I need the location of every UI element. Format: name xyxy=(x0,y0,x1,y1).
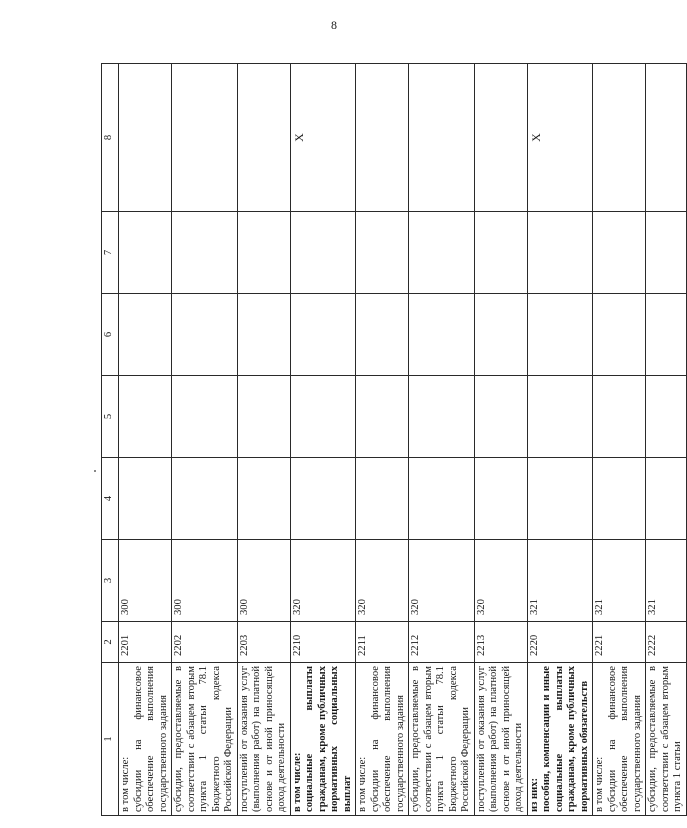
table-header-row xyxy=(102,64,119,816)
page-number: 8 xyxy=(331,18,337,32)
table-row xyxy=(409,64,475,816)
scan-speck xyxy=(94,470,96,472)
cell-col-6 xyxy=(356,294,409,376)
column-header-8: 8 xyxy=(102,64,119,212)
row-description xyxy=(119,663,172,816)
description-line: социальные выплаты гражданам, кроме публичных нормативных социальных выплат xyxy=(304,666,353,812)
table-row xyxy=(646,64,687,816)
cell-col-6 xyxy=(593,294,646,376)
cell-col-5 xyxy=(474,376,527,458)
cell-col-8 xyxy=(119,64,172,212)
cell-col-6 xyxy=(119,294,172,376)
table-row xyxy=(290,64,356,816)
cell-col-6 xyxy=(409,294,475,376)
cell-col-7 xyxy=(409,212,475,294)
cell-col-6 xyxy=(237,294,290,376)
cell-col-7 xyxy=(527,212,593,294)
row-kbk-code: 321 xyxy=(527,540,593,622)
table-row xyxy=(172,64,238,816)
cell-col-6 xyxy=(290,294,356,376)
description-line: в том числе: xyxy=(291,752,303,812)
cell-col-8 xyxy=(593,64,646,212)
column-header-2: 2 xyxy=(102,622,119,663)
cell-col-7 xyxy=(237,212,290,294)
row-kbk-code: 320 xyxy=(290,540,356,622)
cell-col-6 xyxy=(474,294,527,376)
cell-col-7 xyxy=(646,212,687,294)
cell-col-5 xyxy=(119,376,172,458)
column-header-5: 5 xyxy=(102,376,119,458)
cell-col-7 xyxy=(474,212,527,294)
cell-col-5 xyxy=(290,376,356,458)
row-kbk-code: 321 xyxy=(593,540,646,622)
cell-col-8 xyxy=(172,64,238,212)
cell-col-4 xyxy=(593,458,646,540)
cell-col-7 xyxy=(290,212,356,294)
description-line: из них: xyxy=(528,777,540,812)
row-code: 2201 xyxy=(119,622,172,663)
cell-col-4 xyxy=(290,458,356,540)
row-code: 2203 xyxy=(237,622,290,663)
row-kbk-code: 321 xyxy=(646,540,687,622)
cell-col-7 xyxy=(356,212,409,294)
row-kbk-code: 300 xyxy=(119,540,172,622)
table-row xyxy=(356,64,409,816)
row-code: 2220 xyxy=(527,622,593,663)
cell-col-7 xyxy=(593,212,646,294)
cell-col-8 xyxy=(409,64,475,212)
column-header-7: 7 xyxy=(102,212,119,294)
row-code: 2222 xyxy=(646,622,687,663)
row-code: 2221 xyxy=(593,622,646,663)
description-line: в том числе: xyxy=(594,756,605,812)
cell-col-8: X xyxy=(290,64,356,212)
cell-col-4 xyxy=(646,458,687,540)
row-description xyxy=(290,663,356,816)
column-header-3: 3 xyxy=(102,540,119,622)
description-line: в том числе: xyxy=(120,756,131,812)
description-line: субсидии на финансовое обеспечение выполнения государственного задания xyxy=(132,666,169,812)
row-description xyxy=(356,663,409,816)
cell-col-5 xyxy=(527,376,593,458)
cell-col-5 xyxy=(593,376,646,458)
cell-col-5 xyxy=(237,376,290,458)
cell-col-5 xyxy=(646,376,687,458)
description-line: поступлений от оказания услуг (выполнения работ) на платной основе и от иной приносящей доход деятельности xyxy=(475,666,524,812)
table-row xyxy=(237,64,290,816)
description-line: субсидии, предоставляемые в соответствии с абзацем вторым пункта 1 статьи 78.1 Бюджетного кодекса Российской Федерации xyxy=(173,666,234,812)
row-kbk-code: 320 xyxy=(409,540,475,622)
rotated-table-wrapper xyxy=(101,64,683,816)
row-description xyxy=(527,663,593,816)
cell-col-8: X xyxy=(527,64,593,212)
cell-col-6 xyxy=(527,294,593,376)
cell-col-4 xyxy=(356,458,409,540)
cell-col-5 xyxy=(409,376,475,458)
description-line: субсидии, предоставляемые в соответствии с абзацем вторым пункта 1 статьи 78.1 Бюджетного кодекса Российской Федерации xyxy=(410,666,471,812)
row-description xyxy=(172,663,238,816)
description-line: в том числе: xyxy=(357,756,368,812)
row-kbk-code: 320 xyxy=(356,540,409,622)
row-code: 2202 xyxy=(172,622,238,663)
cell-col-4 xyxy=(172,458,238,540)
row-code: 2211 xyxy=(356,622,409,663)
description-line: пособия, компенсации и иные социальные выплаты гражданам, кроме публичных нормативных обязательств xyxy=(541,666,590,812)
row-description xyxy=(474,663,527,816)
cell-col-8 xyxy=(237,64,290,212)
cell-col-6 xyxy=(646,294,687,376)
cell-col-8 xyxy=(646,64,687,212)
description-line: субсидии на финансовое обеспечение выполнения государственного задания xyxy=(606,666,643,812)
description-line: субсидии, предоставляемые в соответствии с абзацем вторым пункта 1 статьи xyxy=(647,666,683,812)
table-body xyxy=(119,64,687,816)
row-code: 2210 xyxy=(290,622,356,663)
row-description xyxy=(646,663,687,816)
table-row xyxy=(474,64,527,816)
column-header-1: 1 xyxy=(102,663,119,816)
row-code: 2213 xyxy=(474,622,527,663)
cell-col-5 xyxy=(172,376,238,458)
description-line: субсидии на финансовое обеспечение выполнения государственного задания xyxy=(369,666,406,812)
column-header-4: 4 xyxy=(102,458,119,540)
financial-table xyxy=(101,63,687,816)
row-kbk-code: 320 xyxy=(474,540,527,622)
table-row xyxy=(527,64,593,816)
row-kbk-code: 300 xyxy=(237,540,290,622)
cell-col-8 xyxy=(474,64,527,212)
cell-col-4 xyxy=(474,458,527,540)
cell-col-4 xyxy=(237,458,290,540)
cell-col-4 xyxy=(119,458,172,540)
row-kbk-code: 300 xyxy=(172,540,238,622)
cell-col-4 xyxy=(409,458,475,540)
description-line: поступлений от оказания услуг (выполнения работ) на платной основе и от иной приносящей доход деятельности xyxy=(238,666,287,812)
cell-col-7 xyxy=(172,212,238,294)
cell-col-8 xyxy=(356,64,409,212)
cell-col-5 xyxy=(356,376,409,458)
row-description xyxy=(593,663,646,816)
row-code: 2212 xyxy=(409,622,475,663)
table-row xyxy=(119,64,172,816)
table-row xyxy=(593,64,646,816)
cell-col-7 xyxy=(119,212,172,294)
cell-col-4 xyxy=(527,458,593,540)
cell-col-6 xyxy=(172,294,238,376)
row-description xyxy=(237,663,290,816)
column-header-6: 6 xyxy=(102,294,119,376)
row-description xyxy=(409,663,475,816)
